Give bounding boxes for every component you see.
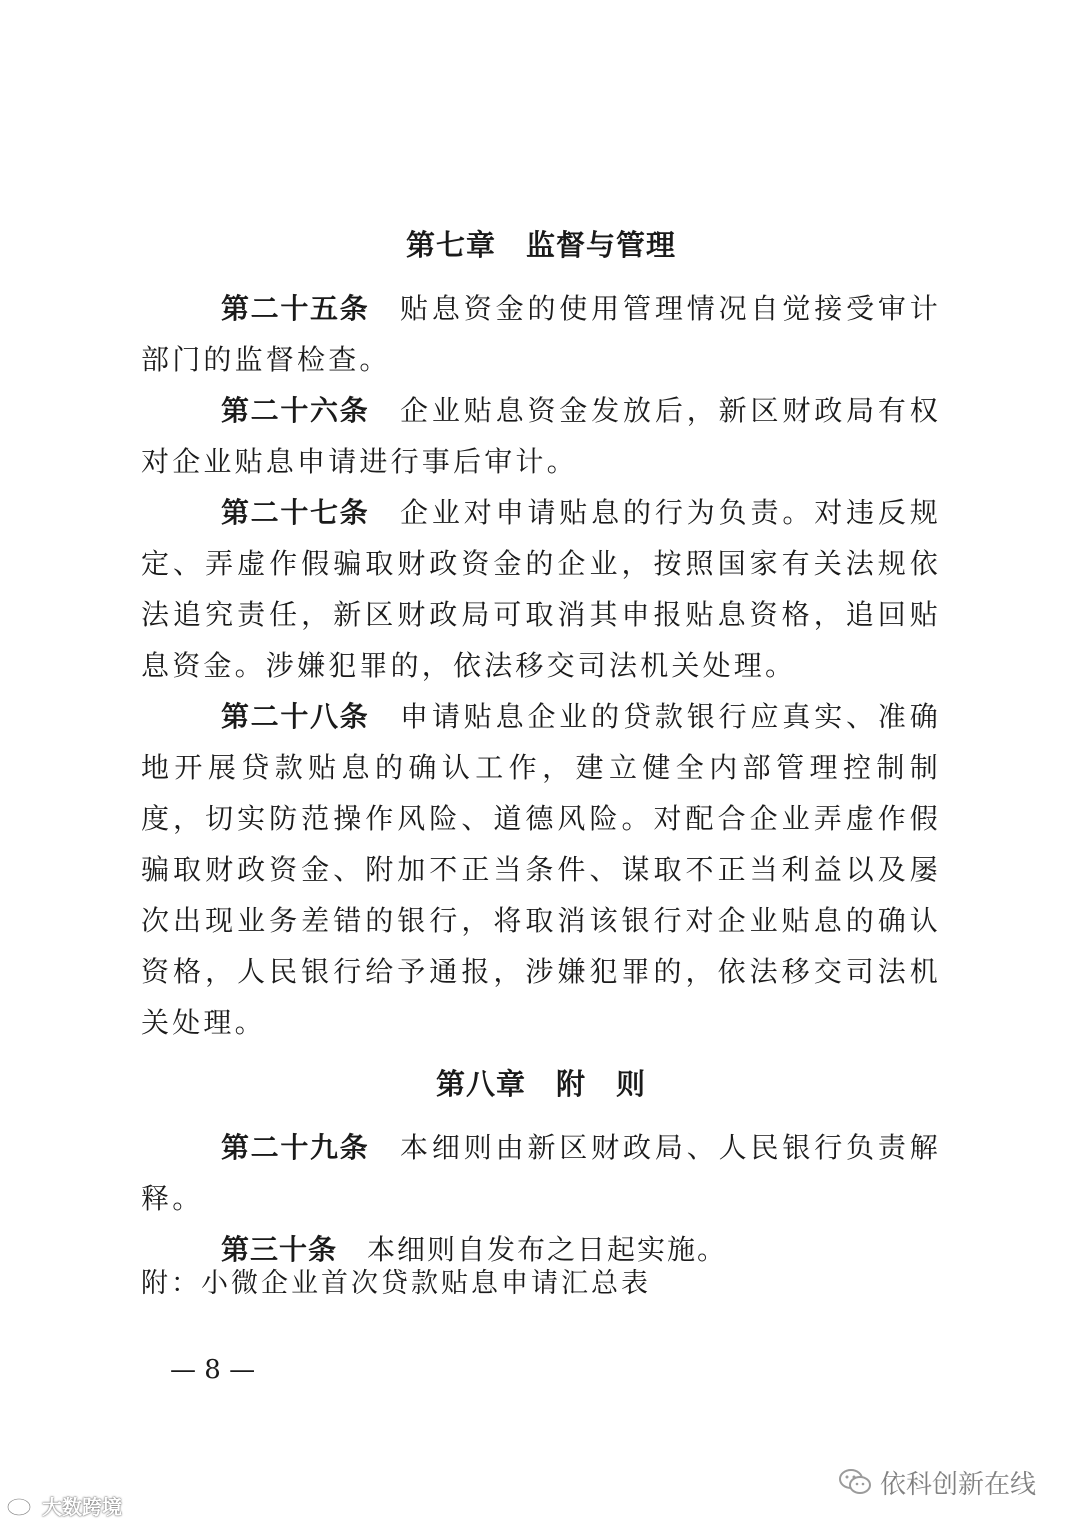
article-number: 第三十条 — [221, 1233, 338, 1266]
chapter-7-prefix: 第七章 — [405, 228, 496, 262]
weibo-watermark — [6, 1490, 122, 1520]
chapter-7-title: 监督与管理 — [526, 228, 677, 262]
chapter-7-heading — [141, 215, 941, 275]
article-number: 第二十七条 — [221, 496, 370, 529]
article-27 — [141, 487, 941, 691]
chapter-8-heading — [141, 1054, 941, 1114]
page-number: — 8 — — [170, 1355, 256, 1385]
weibo-icon — [6, 1493, 36, 1517]
article-28 — [141, 691, 941, 1048]
article-text: 本细则自发布之日起实施。 — [367, 1233, 728, 1266]
article-text: 贴息资金的使用管理情况自觉接受审计部门的监督检查。 — [141, 292, 941, 376]
article-text: 申请贴息企业的贷款银行应真实、准确地开展贷款贴息的确认工作，建立健全内部管理控制制度，切实防范操作风险、道德风险。对配合企业弄虚作假骗取财政资金、附加不正当条件、谋取不正当利益以及屡次出现业务差错的银行，将取消该银行对企业贴息的确认资格，人民银行给予通报，涉嫌犯罪的，依法移交司法机关处理。 — [141, 700, 941, 1039]
appendix-note: 附：小微企业首次贷款贴息申请汇总表 — [141, 1268, 651, 1299]
article-26 — [141, 385, 941, 487]
article-number: 第二十九条 — [221, 1131, 370, 1164]
chapter-8-prefix: 第八章 — [435, 1067, 526, 1101]
wechat-icon — [838, 1468, 872, 1496]
chapter-8-title: 附 则 — [556, 1067, 647, 1101]
article-text: 企业对申请贴息的行为负责。对违反规定、弄虚作假骗取财政资金的企业，按照国家有关法规依法追究责任，新区财政局可取消其申报贴息资格，追回贴息资金。涉嫌犯罪的，依法移交司法机关处理。 — [141, 496, 941, 682]
wechat-account-name: 依科创新在线 — [880, 1469, 1037, 1500]
article-29 — [141, 1122, 941, 1224]
article-25 — [141, 283, 941, 385]
article-text: 企业贴息资金发放后，新区财政局有权对企业贴息申请进行事后审计。 — [141, 394, 941, 478]
article-number: 第二十五条 — [221, 292, 370, 325]
article-text: 本细则由新区财政局、人民银行负责解释。 — [141, 1131, 941, 1215]
document-body — [141, 215, 941, 1275]
weibo-account-name: 大数跨境 — [42, 1494, 122, 1519]
article-number: 第二十六条 — [221, 394, 370, 427]
article-number: 第二十八条 — [221, 700, 370, 733]
wechat-watermark — [838, 1462, 1036, 1502]
